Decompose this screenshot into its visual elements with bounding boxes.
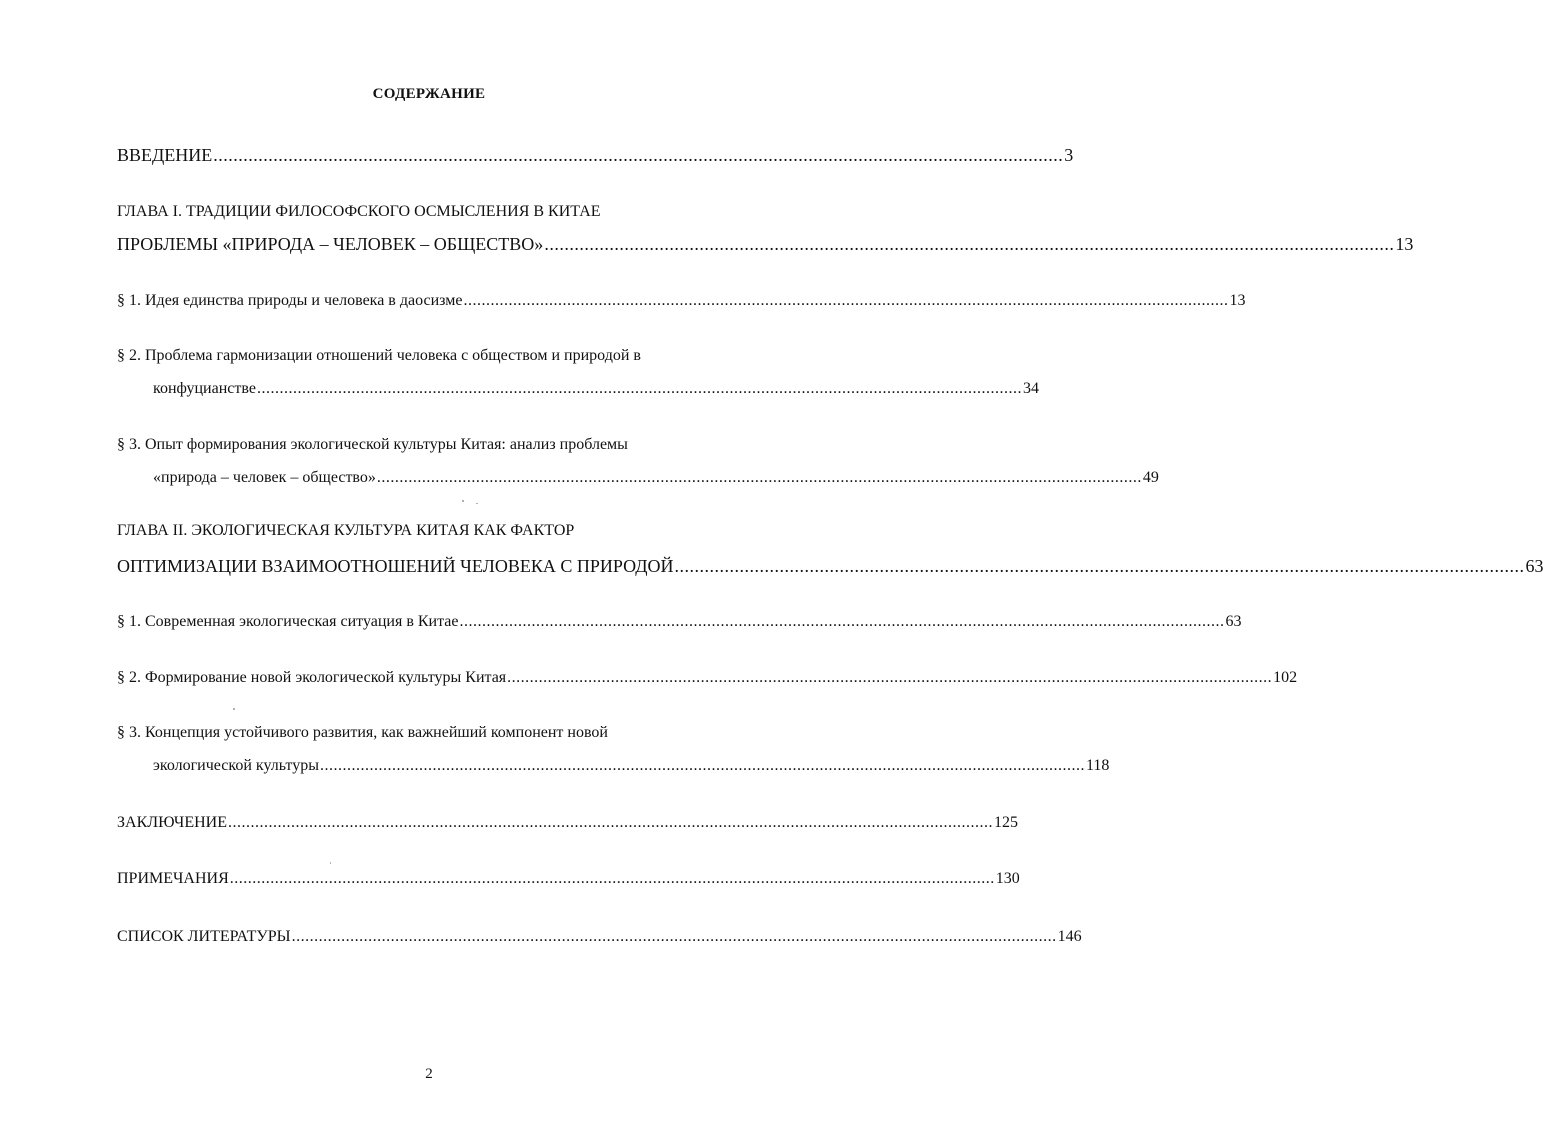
toc-page-number: 146 [1057,928,1082,945]
dot-leader: .......................................................................................................................................................................... [459,613,1225,630]
dot-leader: .......................................................................................................................................................................... [256,380,1022,397]
page-number: 2 [425,1066,433,1082]
dot-leader: .......................................................................................................................................................................... [507,669,1273,686]
dot-leader: .......................................................................................................................................................................... [319,757,1085,774]
toc-entry-text: ПРИМЕЧАНИЯ [117,870,229,887]
scan-speck [462,500,464,502]
toc-ch1-section-3-line-1: § 3. Опыт формирования экологической культуры Китая: анализ проблемы [117,436,628,453]
toc-chapter-1-line-1: ГЛАВА I. ТРАДИЦИИ ФИЛОСОФСКОГО ОСМЫСЛЕНИЯ В КИТАЕ [117,203,601,220]
toc-page-number: 63 [1525,556,1543,576]
scan-speck [233,708,235,710]
toc-entry-text: ЗАКЛЮЧЕНИЕ [117,814,227,831]
toc-page-number: 118 [1085,757,1110,774]
toc-page-number: 34 [1022,380,1039,397]
toc-entry-text: ОПТИМИЗАЦИИ ВЗАИМООТНОШЕНИЙ ЧЕЛОВЕКА С ПРИРОДОЙ [117,556,674,576]
toc-entry-conclusion [117,814,1018,832]
toc-entry-text: экологической культуры [153,757,319,774]
toc-page-number: 3 [1064,145,1074,165]
toc-entry-ch2-section-3 [153,757,1110,775]
toc-title: СОДЕРЖАНИЕ [372,86,486,102]
toc-entry-intro [117,145,1074,166]
toc-entry-text: ПРОБЛЕМЫ «ПРИРОДА – ЧЕЛОВЕК – ОБЩЕСТВО» [117,234,544,254]
dot-leader: .......................................................................................................................................................................... [213,145,1064,165]
dot-leader: .......................................................................................................................................................................... [291,928,1057,945]
toc-entry-text: конфуцианстве [153,380,256,397]
toc-entry-ch2-section-1 [117,613,1242,631]
dot-leader: .......................................................................................................................................................................... [463,292,1229,309]
toc-entry-notes [117,870,1020,888]
toc-entry-bibliography [117,928,1082,946]
toc-entry-text: ВВЕДЕНИЕ [117,145,213,165]
toc-chapter-2-line-1: ГЛАВА II. ЭКОЛОГИЧЕСКАЯ КУЛЬТУРА КИТАЯ КАК ФАКТОР [117,522,575,539]
dot-leader: .......................................................................................................................................................................... [674,556,1525,576]
toc-page-number: 102 [1273,669,1298,686]
toc-entry-ch1-section-3 [153,469,1159,487]
dot-leader: .......................................................................................................................................................................... [227,814,993,831]
toc-entry-text: § 1. Идея единства природы и человека в даосизме [117,292,463,309]
dot-leader: .......................................................................................................................................................................... [376,469,1142,486]
toc-entry-ch2-section-2 [117,669,1298,687]
toc-ch1-section-2-line-1: § 2. Проблема гармонизации отношений человека с обществом и природой в [117,347,641,364]
toc-entry-chapter-1 [117,234,1414,255]
scan-speck [476,503,478,504]
toc-page-number: 13 [1395,234,1414,254]
toc-entry-text: § 2. Формирование новой экологической культуры Китая [117,669,507,686]
toc-page-number: 125 [993,814,1018,831]
toc-entry-ch1-section-1 [117,292,1246,310]
toc-entry-text: § 1. Современная экологическая ситуация в Китае [117,613,459,630]
toc-page-number: 49 [1142,469,1159,486]
toc-page-number: 130 [995,870,1020,887]
scan-speck [330,862,331,864]
dot-leader: .......................................................................................................................................................................... [229,870,995,887]
toc-entry-chapter-2 [117,556,1543,577]
dot-leader: .......................................................................................................................................................................... [544,234,1395,254]
toc-entry-text: СПИСОК ЛИТЕРАТУРЫ [117,928,291,945]
toc-ch2-section-3-line-1: § 3. Концепция устойчивого развития, как важнейший компонент новой [117,724,608,741]
toc-page-number: 63 [1225,613,1242,630]
toc-entry-text: «природа – человек – общество» [153,469,376,486]
toc-page-number: 13 [1229,292,1246,309]
toc-entry-ch1-section-2 [153,380,1039,398]
